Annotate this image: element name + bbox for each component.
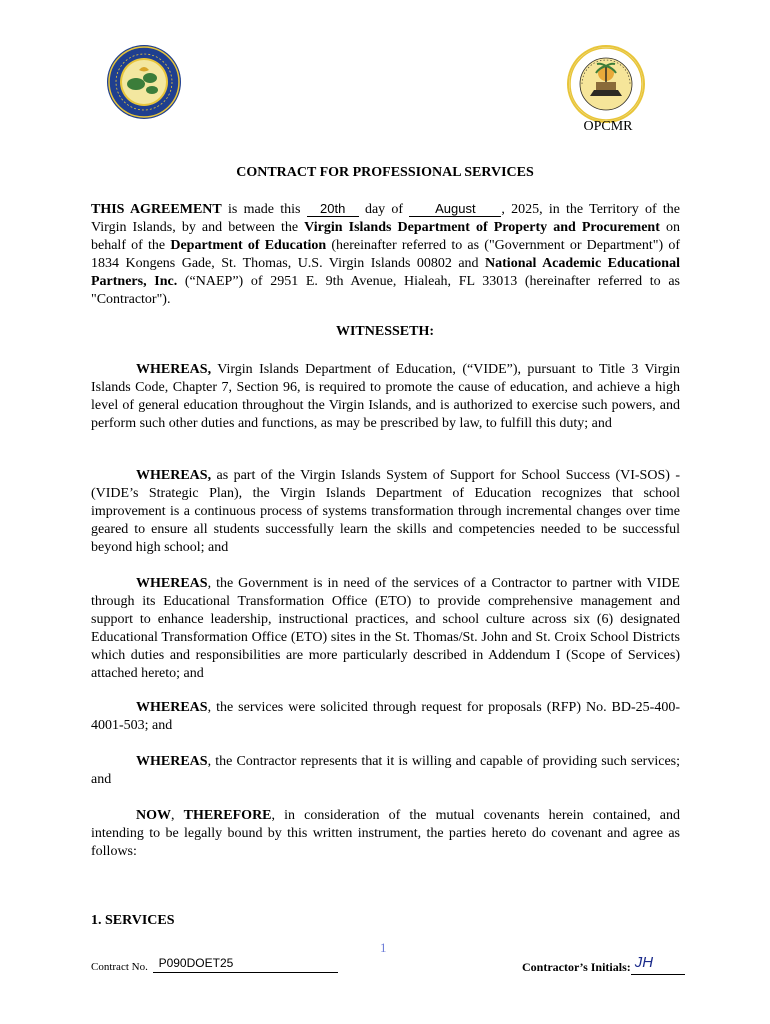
whereas-text: , the Government is in need of the services of a Contractor to partner with VIDE through its Educational Transformation Office (ETO) to provide comprehensive management and support to enhance leadership, instructional practices, and school culture across six (6) designated Educational Transformation Office (ETO) sites in the St. Thomas/St. John and St. Croix School Districts which duties and responsibilities are more particularly described in Addendum I (Scope of Services) attached hereto; and <box>91 576 680 681</box>
whereas-paragraph-5 <box>91 753 680 789</box>
agreement-paragraph <box>91 201 680 309</box>
whereas-paragraph-3 <box>91 575 680 683</box>
agreement-text-4: on behalf of the <box>91 220 680 253</box>
whereas-paragraph-2 <box>91 467 680 557</box>
whereas-paragraph-1 <box>91 361 680 433</box>
agreement-text-5: (hereinafter referred to as ("Government or Department") of 1834 Kongens Gade, St. Thomas, U.S. Virgin Islands 00802 and <box>91 238 681 271</box>
agreement-lead: THIS AGREEMENT <box>91 202 222 217</box>
now-therefore-paragraph <box>91 807 680 861</box>
office-code: OPCMR <box>583 119 633 134</box>
now-sep: , <box>171 808 184 823</box>
month-field[interactable]: August <box>409 202 501 217</box>
agreement-text-1: is made this <box>221 202 307 217</box>
contract-number-label: Contract No. <box>91 961 148 973</box>
party-education: Department of Education <box>170 238 327 253</box>
whereas-lead: WHEREAS <box>136 576 208 591</box>
whereas-text: as part of the Virgin Islands System of Support for School Success (VI-SOS) -(VIDE’s Strategic Plan), the Virgin Islands Department of Education recognizes that school improvement is a continuous process of systems transformation through incremental changes over time geared to ensure all students successfully learn the skills and competencies needed to be successful beyond high school; and <box>91 468 680 555</box>
party-procurement: Virgin Islands Department of Property and Procurement <box>304 220 660 235</box>
whereas-lead: WHEREAS <box>136 754 208 769</box>
now-lead: NOW <box>136 808 171 823</box>
witnesseth-heading: WITNESSETH: <box>335 324 435 339</box>
whereas-lead: WHEREAS <box>136 700 208 715</box>
property-procurement-seal <box>566 44 646 124</box>
whereas-lead: WHEREAS, <box>136 468 212 483</box>
whereas-lead: WHEREAS, <box>136 362 212 377</box>
page-number: 1 <box>380 940 387 955</box>
party-contractor: National Academic Educational Partners, Inc. <box>91 256 680 289</box>
contract-number-field[interactable]: P090DOET25 <box>158 956 234 970</box>
initials-label: Contractor’s Initials: <box>522 960 631 974</box>
therefore-lead: THEREFORE <box>183 808 272 823</box>
whereas-text: Virgin Islands Department of Education, (“VIDE”), pursuant to Title 3 Virgin Islands Code, Chapter 7, Section 96, is required to promote the cause of education, and achieve a high level of general education throughout the Virgin Islands, and is authorized to exercise such powers, and perform such other duties and functions, as may be prescribed by law, to fulfill this duty; and <box>91 362 680 431</box>
virgin-islands-government-seal <box>106 44 182 120</box>
contract-title: CONTRACT FOR PROFESSIONAL SERVICES <box>236 165 534 180</box>
initials-line <box>631 954 685 975</box>
whereas-text: , the Contractor represents that it is willing and capable of providing such services; and <box>91 754 680 787</box>
now-text: , in consideration of the mutual covenants herein contained, and intending to be legally bound by this written instrument, the parties hereto do covenant and agree as follows: <box>91 808 680 859</box>
whereas-text: , the services were solicited through request for proposals (RFP) No. BD-25-400-4001-503; and <box>91 700 680 733</box>
agreement-text-2: day of <box>358 202 410 217</box>
day-field[interactable]: 20th <box>307 202 359 217</box>
agreement-text-6: (“NAEP”) of 2951 E. 9th Avenue, Hialeah, FL 33013 (hereinafter referred to as "Contractor"). <box>91 274 680 307</box>
initials-signature[interactable]: JH <box>634 954 654 971</box>
section-heading-services: 1. SERVICES <box>91 913 175 928</box>
initials-footer <box>522 954 685 975</box>
contract-number-footer <box>91 956 338 973</box>
contract-number-line <box>153 956 338 973</box>
whereas-paragraph-4 <box>91 699 680 735</box>
agreement-text-3: , 2025, in the Territory of the Virgin Islands, by and between the <box>91 202 680 235</box>
